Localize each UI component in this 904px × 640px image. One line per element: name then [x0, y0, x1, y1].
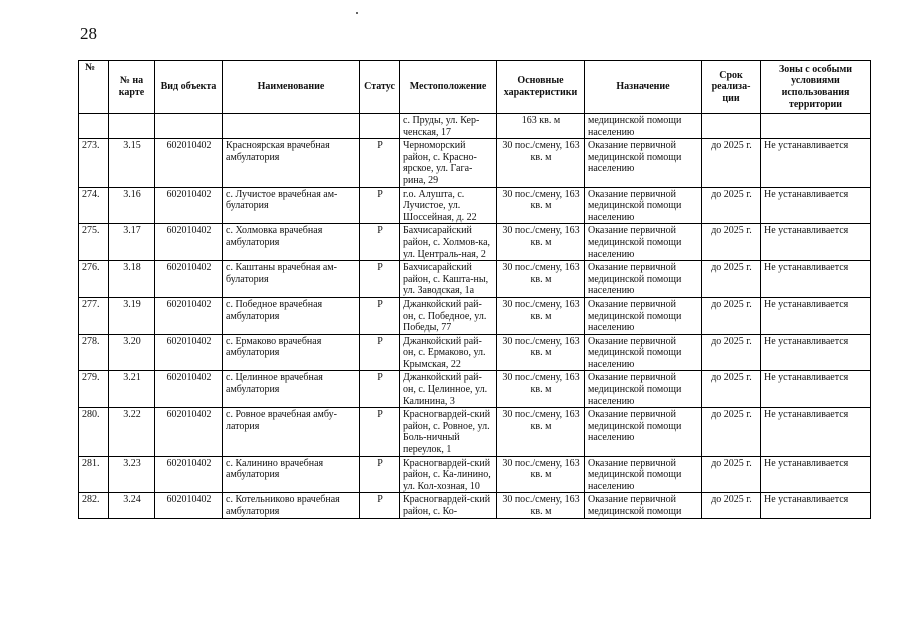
- cell-num: 282.: [79, 493, 109, 518]
- cell-num: 277.: [79, 297, 109, 334]
- cell-zones: Не устанавливается: [761, 493, 871, 518]
- cell-term: до 2025 г.: [702, 371, 761, 408]
- cell-term: до 2025 г.: [702, 187, 761, 224]
- table-body: [79, 114, 871, 519]
- cell-characteristics: 163 кв. м: [497, 114, 585, 139]
- cell-name: [223, 114, 360, 139]
- cell-characteristics: 30 пос./смену, 163 кв. м: [497, 297, 585, 334]
- cell-location: Бахчисарайский район, с. Холмов-ка, ул. Централь-ная, 2: [400, 224, 497, 261]
- cell-zones: Не устанавливается: [761, 297, 871, 334]
- cell-location: Бахчисарайский район, с. Кашта-ны, ул. Заводская, 1а: [400, 261, 497, 298]
- cell-zones: Не устанавливается: [761, 408, 871, 456]
- cell-characteristics: 30 пос./смену, 163 кв. м: [497, 456, 585, 493]
- cell-object-type: 602010402: [155, 297, 223, 334]
- table-header: [79, 61, 871, 114]
- header-purpose: Назначение: [585, 61, 702, 114]
- header-zones: Зоны с особыми условиями использования территории: [761, 61, 871, 114]
- scan-speck: [356, 12, 358, 14]
- cell-location: Черноморский район, с. Красно-ярское, ул. Гага-рина, 29: [400, 139, 497, 187]
- cell-map-number: 3.17: [109, 224, 155, 261]
- cell-object-type: 602010402: [155, 493, 223, 518]
- cell-purpose: Оказание первичной медицинской помощи населению: [585, 456, 702, 493]
- cell-object-type: 602010402: [155, 371, 223, 408]
- cell-num: 273.: [79, 139, 109, 187]
- table-row: [79, 371, 871, 408]
- header-name: Наименование: [223, 61, 360, 114]
- cell-num: [79, 114, 109, 139]
- cell-term: до 2025 г.: [702, 334, 761, 371]
- cell-zones: Не устанавливается: [761, 224, 871, 261]
- header-term: Срок реализа-ции: [702, 61, 761, 114]
- objects-table: [78, 60, 871, 519]
- cell-term: до 2025 г.: [702, 139, 761, 187]
- table-row: [79, 139, 871, 187]
- cell-name: с. Лучистое врачебная ам-булатория: [223, 187, 360, 224]
- cell-term: [702, 114, 761, 139]
- cell-status: Р: [360, 224, 400, 261]
- cell-object-type: [155, 114, 223, 139]
- cell-map-number: 3.24: [109, 493, 155, 518]
- page-number: 28: [80, 24, 97, 43]
- cell-purpose: Оказание первичной медицинской помощи населению: [585, 371, 702, 408]
- cell-status: [360, 114, 400, 139]
- cell-num: 276.: [79, 261, 109, 298]
- cell-status: Р: [360, 408, 400, 456]
- cell-characteristics: 30 пос./смену, 163 кв. м: [497, 139, 585, 187]
- cell-term: до 2025 г.: [702, 493, 761, 518]
- cell-purpose: Оказание первичной медицинской помощи населению: [585, 334, 702, 371]
- cell-purpose: Оказание первичной медицинской помощи населению: [585, 187, 702, 224]
- cell-characteristics: 30 пос./смену, 163 кв. м: [497, 334, 585, 371]
- header-status: Статус: [360, 61, 400, 114]
- header-characteristics: Основные характеристики: [497, 61, 585, 114]
- cell-location: Красногвардей-ский район, с. Ко-: [400, 493, 497, 518]
- cell-characteristics: 30 пос./смену, 163 кв. м: [497, 224, 585, 261]
- cell-location: Джанкойский рай-он, с. Целинное, ул. Калинина, 3: [400, 371, 497, 408]
- cell-purpose: медицинской помощи населению: [585, 114, 702, 139]
- cell-object-type: 602010402: [155, 139, 223, 187]
- cell-status: Р: [360, 187, 400, 224]
- cell-name: с. Целинное врачебная амбулатория: [223, 371, 360, 408]
- cell-purpose: Оказание первичной медицинской помощи: [585, 493, 702, 518]
- cell-status: Р: [360, 334, 400, 371]
- header-num: №: [79, 61, 109, 114]
- cell-map-number: 3.16: [109, 187, 155, 224]
- cell-term: до 2025 г.: [702, 261, 761, 298]
- cell-term: до 2025 г.: [702, 456, 761, 493]
- cell-zones: Не устанавливается: [761, 456, 871, 493]
- cell-zones: Не устанавливается: [761, 139, 871, 187]
- cell-purpose: Оказание первичной медицинской помощи населению: [585, 224, 702, 261]
- cell-zones: [761, 114, 871, 139]
- cell-name: с. Ермаково врачебная амбулатория: [223, 334, 360, 371]
- table-row: [79, 187, 871, 224]
- cell-num: 281.: [79, 456, 109, 493]
- cell-location: Красногвардей-ский район, с. Ровное, ул. Боль-ничный переулок, 1: [400, 408, 497, 456]
- cell-characteristics: 30 пос./смену, 163 кв. м: [497, 261, 585, 298]
- cell-map-number: 3.15: [109, 139, 155, 187]
- cell-zones: Не устанавливается: [761, 371, 871, 408]
- cell-num: 280.: [79, 408, 109, 456]
- cell-characteristics: 30 пос./смену, 163 кв. м: [497, 493, 585, 518]
- cell-name: с. Котельниково врачебная амбулатория: [223, 493, 360, 518]
- cell-name: Красноярская врачебная амбулатория: [223, 139, 360, 187]
- cell-num: 279.: [79, 371, 109, 408]
- table-row: [79, 408, 871, 456]
- cell-term: до 2025 г.: [702, 297, 761, 334]
- table-row: [79, 224, 871, 261]
- cell-num: 274.: [79, 187, 109, 224]
- table-row: [79, 297, 871, 334]
- cell-object-type: 602010402: [155, 224, 223, 261]
- cell-object-type: 602010402: [155, 456, 223, 493]
- cell-zones: Не устанавливается: [761, 187, 871, 224]
- header-map-number: № на карте: [109, 61, 155, 114]
- cell-map-number: 3.19: [109, 297, 155, 334]
- header-object-type: Вид объекта: [155, 61, 223, 114]
- cell-purpose: Оказание первичной медицинской помощи населению: [585, 261, 702, 298]
- cell-location: с. Пруды, ул. Кер-ченская, 17: [400, 114, 497, 139]
- cell-name: с. Каштаны врачебная ам-булатория: [223, 261, 360, 298]
- cell-term: до 2025 г.: [702, 408, 761, 456]
- header-location: Местоположение: [400, 61, 497, 114]
- cell-status: Р: [360, 456, 400, 493]
- cell-term: до 2025 г.: [702, 224, 761, 261]
- cell-map-number: 3.20: [109, 334, 155, 371]
- cell-zones: Не устанавливается: [761, 261, 871, 298]
- cell-name: с. Холмовка врачебная амбулатория: [223, 224, 360, 261]
- cell-characteristics: 30 пос./смену, 163 кв. м: [497, 408, 585, 456]
- table-row: [79, 261, 871, 298]
- cell-object-type: 602010402: [155, 408, 223, 456]
- cell-status: Р: [360, 493, 400, 518]
- cell-map-number: 3.22: [109, 408, 155, 456]
- cell-purpose: Оказание первичной медицинской помощи населению: [585, 297, 702, 334]
- cell-zones: Не устанавливается: [761, 334, 871, 371]
- cell-location: Джанкойский рай-он, с. Победное, ул. Победы, 77: [400, 297, 497, 334]
- cell-location: Красногвардей-ский район, с. Ка-линино, ул. Кол-хозная, 10: [400, 456, 497, 493]
- cell-purpose: Оказание первичной медицинской помощи населению: [585, 139, 702, 187]
- cell-map-number: 3.21: [109, 371, 155, 408]
- cell-name: с. Ровное врачебная амбу-латория: [223, 408, 360, 456]
- cell-map-number: 3.18: [109, 261, 155, 298]
- cell-object-type: 602010402: [155, 187, 223, 224]
- cell-num: 278.: [79, 334, 109, 371]
- cell-name: с. Победное врачебная амбулатория: [223, 297, 360, 334]
- cell-num: 275.: [79, 224, 109, 261]
- cell-object-type: 602010402: [155, 334, 223, 371]
- cell-purpose: Оказание первичной медицинской помощи населению: [585, 408, 702, 456]
- cell-status: Р: [360, 261, 400, 298]
- table-row-continuation: [79, 114, 871, 139]
- cell-characteristics: 30 пос./смену, 163 кв. м: [497, 187, 585, 224]
- table-row: [79, 334, 871, 371]
- cell-status: Р: [360, 371, 400, 408]
- cell-map-number: 3.23: [109, 456, 155, 493]
- table-row: [79, 456, 871, 493]
- cell-characteristics: 30 пос./смену, 163 кв. м: [497, 371, 585, 408]
- table-row: [79, 493, 871, 518]
- cell-status: Р: [360, 297, 400, 334]
- cell-location: г.о. Алушта, с. Лучистое, ул. Шоссейная, д. 22: [400, 187, 497, 224]
- cell-name: с. Калинино врачебная амбулатория: [223, 456, 360, 493]
- cell-location: Джанкойский рай-он, с. Ермаково, ул. Крымская, 22: [400, 334, 497, 371]
- cell-status: Р: [360, 139, 400, 187]
- cell-object-type: 602010402: [155, 261, 223, 298]
- cell-map-number: [109, 114, 155, 139]
